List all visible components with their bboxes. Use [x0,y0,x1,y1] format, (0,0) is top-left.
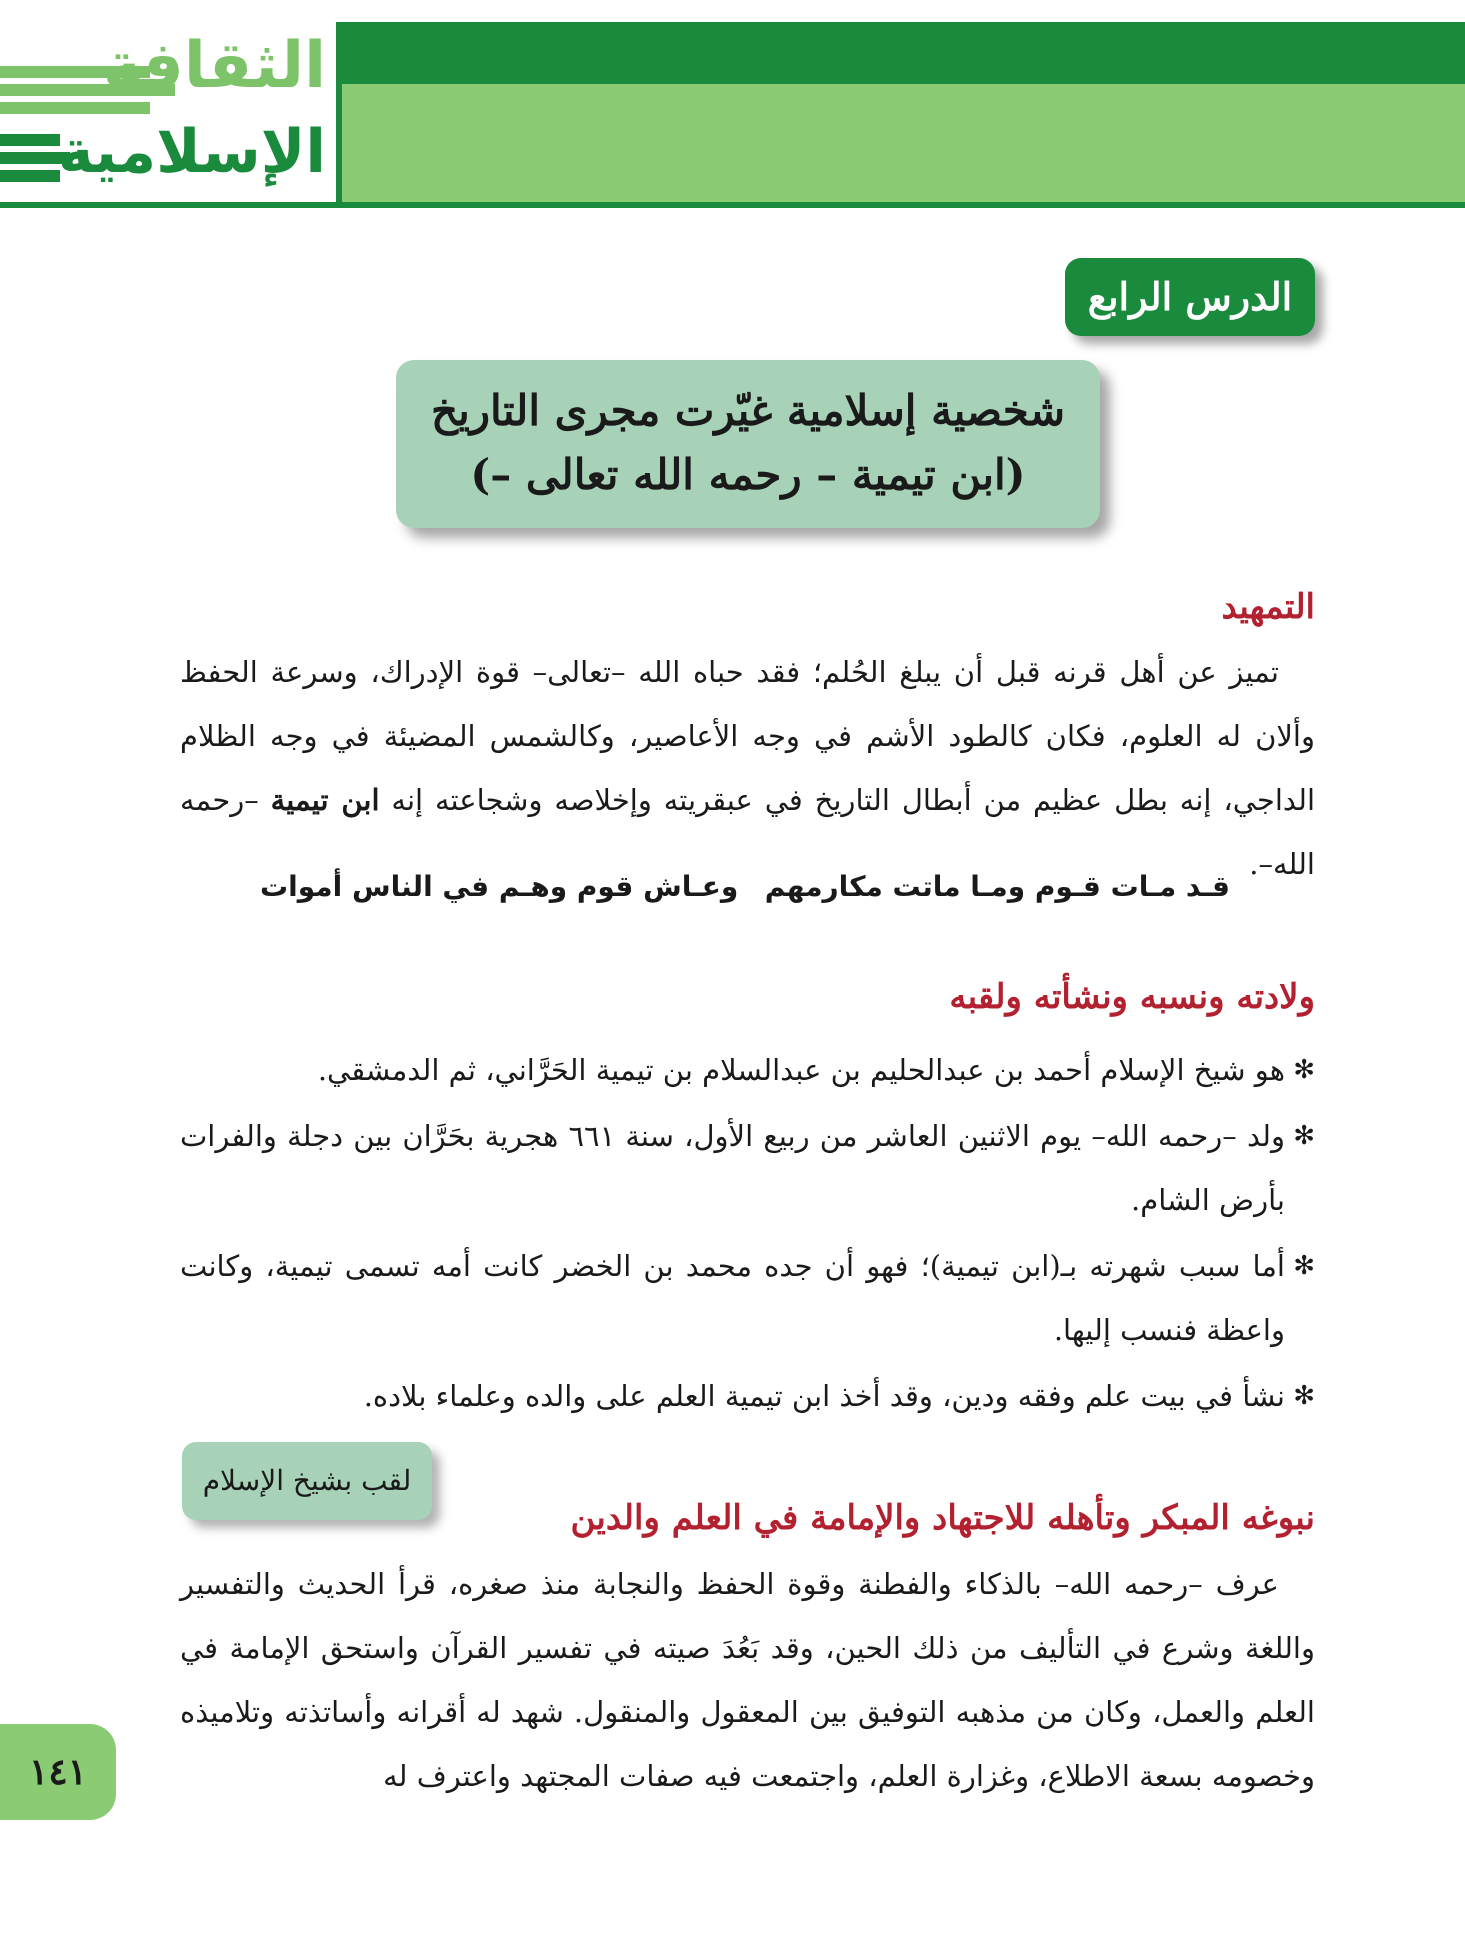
lesson-title-line1: شخصية إسلامية غيّرت مجرى التاريخ [430,386,1066,435]
page-number: ١٤١ [0,1724,116,1820]
list-item: ✻ نشأ في بيت علم وفقه ودين، وقد أخذ ابن تيمية العلم على والده وعلماء بلاده. [180,1364,1315,1428]
poem-hemistich-1: قـد مـات قـوم ومـا ماتت مكارمهم [764,870,1230,903]
logo-text-line1: الثقافة [103,29,326,103]
poem-hemistich-2: وعـاش قوم وهـم في الناس أموات [260,870,739,903]
genius-paragraph: عرف –رحمه الله– بالذكاء والفطنة وقوة الحفظ والنجابة منذ صغره، قرأ الحديث والتفسير واللغة وشرع في التأليف من ذلك الحين، وقد بَعُدَ صيته في تفسير القرآن واستحق الإمامة في العلم والعمل، وكان من مذهبه التوفيق بين المعقول والمنقول. شهد له أقرانه وأساتذته وتلاميذه وخصومه بسعة الاطلاع، وغزارة العلم، واجتمعت فيه صفات المجتهد واعترف له [180,1567,1315,1793]
header-light-band [340,84,1465,202]
asterisk-icon: ✻ [1293,1381,1315,1411]
lesson-title-line2: (ابن تيمية – رحمه الله تعالى –) [470,450,1026,499]
intro-text: تميز عن أهل قرنه قبل أن يبلغ الحُلم؛ فقد حباه الله –تعالى– قوة الإدراك، وسرعة الحفظ وألان له العلوم، فكان كالطود الأشم في وجه الأعاصير، وكالشمس المضيئة في وجه الظلام الداجي، إنه بطل عظيم من أبطال التاريخ في عبقريته وإخلاصه وشجاعته إنه [180,655,1316,817]
header-rule [0,202,1465,208]
book-logo [0,22,336,202]
list-item: ✻ هو شيخ الإسلام أحمد بن عبدالحليم بن عبدالسلام بن تيمية الحَرَّاني، ثم الدمشقي. [180,1038,1315,1102]
logo-bar [0,134,60,146]
asterisk-icon: ✻ [1293,1251,1315,1281]
logo-text-line2: الإسلامية [58,117,326,187]
logo-bar [0,170,60,182]
asterisk-icon: ✻ [1293,1121,1315,1151]
intro-heading: التمهيد [1221,587,1315,627]
lesson-title-box [396,360,1100,528]
asterisk-icon: ✻ [1293,1055,1315,1085]
intro-paragraph [180,640,1315,896]
header-divider [336,22,342,208]
poem-verse [180,862,1315,912]
birth-heading: ولادته ونسبه ونشأته ولقبه [949,977,1315,1017]
list-item: ✻ ولد –رحمه الله– يوم الاثنين العاشر من ربيع الأول، سنة ٦٦١ هجرية بحَرَّان بين دجلة والفرات بأرض الشام. [180,1104,1315,1232]
genius-heading: نبوغه المبكر وتأهله للاجتهاد والإمامة في العلم والدين [570,1498,1315,1538]
side-note-box: لقب بشيخ الإسلام [182,1442,432,1520]
intro-text-end: –رحمه الله–. [180,783,1315,881]
intro-name: ابن تيمية [270,783,380,817]
lesson-badge: الدرس الرابع [1065,258,1315,336]
birth-bullet-list [180,1038,1315,1430]
list-item: ✻ أما سبب شهرته بـ(ابن تيمية)؛ فهو أن جده محمد بن الخضر كانت أمه تسمى تيمية، وكانت واعظة فنسب إليها. [180,1234,1315,1362]
